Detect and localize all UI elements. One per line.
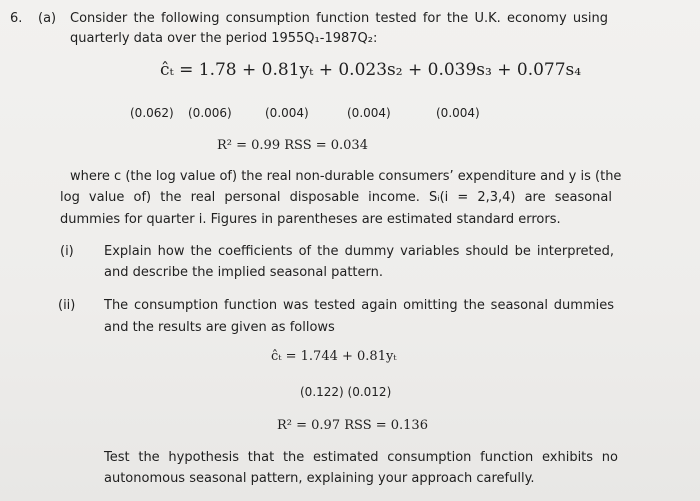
- part-i-line1: Explain how the coefficients of the dummy variables should be interpreted,: [104, 244, 614, 259]
- part-ii-line1: The consumption function was tested again omitting the seasonal dummies: [104, 298, 614, 313]
- part-a-fit-stats: R² = 0.99 RSS = 0.034: [217, 138, 368, 153]
- part-a-intro-line1: Consider the following consumption function tested for the U.K. economy using: [70, 11, 608, 26]
- part-a-intro-line2: quarterly data over the period 1955Q₁-1987Q₂:: [70, 31, 378, 46]
- part-a-desc-line2: log value of) the real personal disposable income. Sᵢ(i = 2,3,4) are seasonal: [60, 190, 612, 205]
- std-error-y: (0.006): [188, 106, 232, 120]
- part-a-label: (a): [38, 11, 57, 26]
- part-ii-label: (ii): [58, 298, 76, 313]
- part-ii-equation: ĉₜ = 1.744 + 0.81yₜ: [271, 349, 397, 364]
- std-error-constant: (0.062): [130, 106, 174, 120]
- part-ii-line2: and the results are given as follows: [104, 320, 335, 335]
- part-a-equation: ĉₜ = 1.78 + 0.81yₜ + 0.023s₂ + 0.039s₃ + 0.077s₄: [160, 60, 582, 80]
- part-a-desc-line1: where c (the log value of) the real non-durable consumers’ expenditure and y is (the: [70, 169, 622, 184]
- std-error-s3: (0.004): [347, 106, 391, 120]
- part-ii-task-line2: autonomous seasonal pattern, explaining your approach carefully.: [104, 471, 535, 486]
- part-ii-task-line1: Test the hypothesis that the estimated consumption function exhibits no: [104, 450, 618, 465]
- part-ii-std-errors: (0.122) (0.012): [300, 385, 392, 399]
- question-number: 6.: [10, 11, 23, 26]
- part-a-desc-line3: dummies for quarter i. Figures in parentheses are estimated standard errors.: [60, 212, 561, 227]
- std-error-s4: (0.004): [436, 106, 480, 120]
- part-ii-fit-stats: R² = 0.97 RSS = 0.136: [277, 418, 428, 433]
- part-i-label: (i): [60, 244, 74, 259]
- std-error-s2: (0.004): [265, 106, 309, 120]
- part-i-line2: and describe the implied seasonal pattern.: [104, 265, 384, 280]
